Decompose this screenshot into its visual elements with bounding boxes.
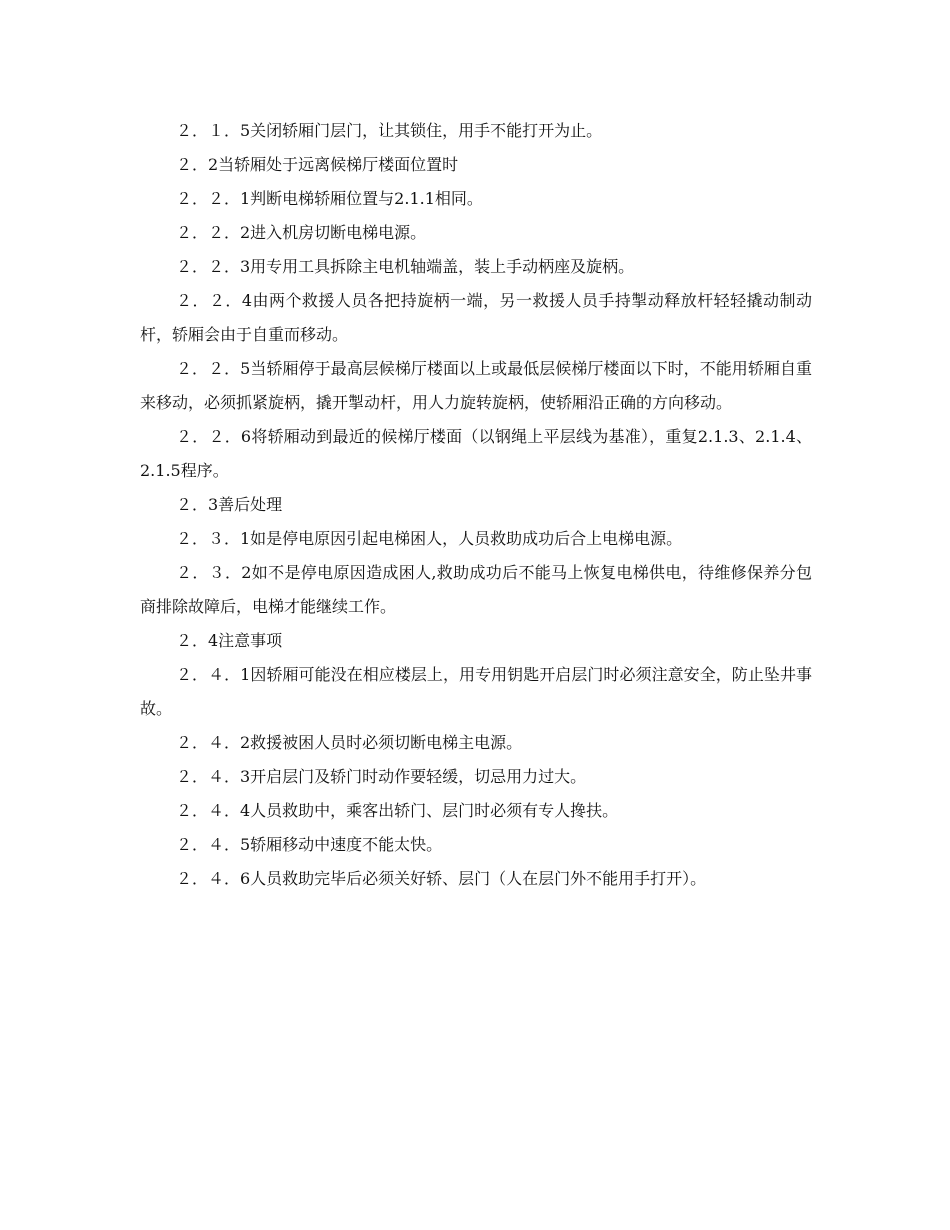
paragraph-2-3-1: ２．３．1如是停电原因引起电梯困人，人员救助成功后合上电梯电源。 — [176, 529, 683, 548]
heading-2-3: ２．3善后处理 — [176, 495, 283, 514]
paragraph-2-2-5: ２．２．5当轿厢停于最高层候梯厅楼面以上或最低层候梯厅楼面以下时，不能用轿厢自重来移动，必须抓紧旋柄，撬开掣动杆，用人力旋转旋柄，使轿厢沿正确的方向移动。 — [140, 359, 812, 412]
paragraph-2-2-4: ２．２．4由两个救援人员各把持旋柄一端，另一救援人员手持掣动释放杆轻轻撬动制动杆，轿厢会由于自重而移动。 — [140, 291, 812, 344]
paragraph-2-4-1: ２．４．1因轿厢可能没在相应楼层上，用专用钥匙开启层门时必须注意安全，防止坠井事故。 — [140, 665, 812, 718]
paragraph-2-2-2: ２．２．2进入机房切断电梯电源。 — [176, 223, 427, 242]
paragraph-2-4-3: ２．４．3开启层门及轿门时动作要轻缓，切忌用力过大。 — [176, 767, 587, 786]
paragraph-2-4-4: ２．４．4人员救助中，乘客出轿门、层门时必须有专人搀扶。 — [176, 801, 619, 820]
paragraph-2-4-6: ２．４．6人员救助完毕后必须关好轿、层门（人在层门外不能用手打开）。 — [176, 869, 707, 888]
paragraph-2-4-5: ２．４．5轿厢移动中速度不能太快。 — [176, 835, 443, 854]
paragraph-2-2-6: ２．２．6将轿厢动到最近的候梯厅楼面（以钢绳上平层线为基准），重复2.1.3、2.1.4、2.1.5程序。 — [140, 427, 812, 480]
heading-2-2: ２．2当轿厢处于远离候梯厅楼面位置时 — [176, 155, 459, 174]
paragraph-2-2-3: ２．２．3用专用工具拆除主电机轴端盖，装上手动柄座及旋柄。 — [176, 257, 635, 276]
document-body — [140, 114, 812, 896]
paragraph-2-4-2: ２．４．2救援被困人员时必须切断电梯主电源。 — [176, 733, 523, 752]
paragraph-2-1-5: ２．１．5关闭轿厢门层门，让其锁住，用手不能打开为止。 — [176, 121, 603, 140]
heading-2-4: ２．4注意事项 — [176, 631, 283, 650]
paragraph-2-2-1: ２．２．1判断电梯轿厢位置与2.1.1相同。 — [176, 189, 483, 208]
paragraph-2-3-2: ２．３．2如不是停电原因造成困人,救助成功后不能马上恢复电梯供电，待维修保养分包商排除故障后，电梯才能继续工作。 — [140, 563, 812, 616]
